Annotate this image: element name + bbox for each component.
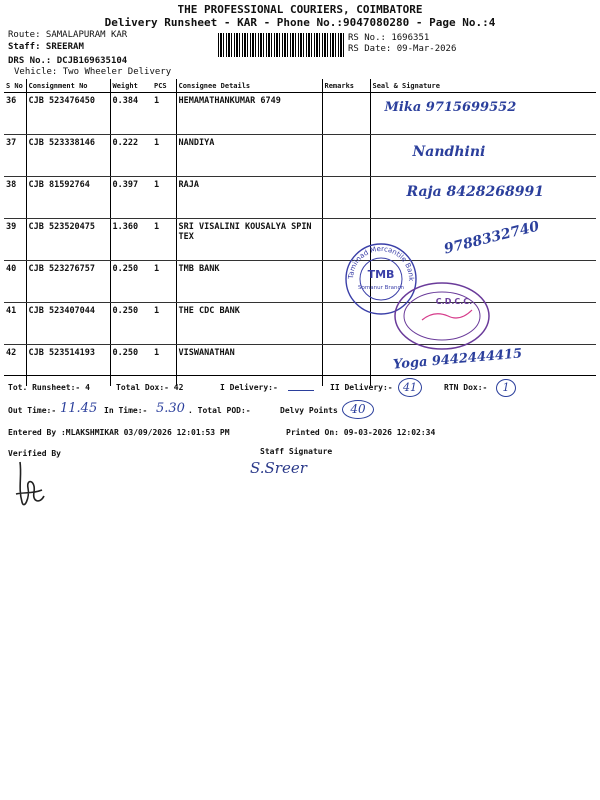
rs-number: RS No.: 1696351 xyxy=(348,33,430,43)
vehicle-label: Vehicle: Two Wheeler Delivery xyxy=(14,67,172,77)
in-time: In Time:- xyxy=(104,406,148,415)
cell-consignee: RAJA xyxy=(176,177,322,219)
cell-pcs: 1 xyxy=(152,135,176,177)
handwritten-signature: Nandhini xyxy=(412,144,486,160)
staff-handwritten-signature: S.Sreer xyxy=(250,459,307,477)
cell-consignee: HEMAMATHANKUMAR 6749 xyxy=(176,93,322,135)
i-delivery: I Delivery:- xyxy=(220,383,278,392)
delvy-points: Delvy Points xyxy=(280,406,338,415)
cell-consignee: TMB BANK xyxy=(176,261,322,303)
rs-date: RS Date: 09-Mar-2026 xyxy=(348,44,457,54)
total-pod: . Total POD:- xyxy=(188,406,251,415)
cell-sno: 40 xyxy=(4,261,26,303)
seal-ring-text: Tamilnad Mercantile Bank xyxy=(346,244,416,282)
table-row xyxy=(4,261,596,303)
staff-signature-label: Staff Signature xyxy=(260,447,333,456)
handwritten-signature: Raja 8428268991 xyxy=(406,184,544,200)
cell-consignment: CJB 523338146 xyxy=(26,135,110,177)
cell-pcs: 1 xyxy=(154,348,160,358)
cell-sno: 41 xyxy=(4,303,26,345)
handwritten-signature: 9788332740 xyxy=(442,218,541,258)
cell-sno: 42 xyxy=(6,348,17,358)
seal-text: C.D.C.C. xyxy=(435,297,473,306)
cell-consignment: CJB 523520475 xyxy=(26,219,110,261)
cell-sno: 39 xyxy=(4,219,26,261)
cell-pcs: 1 xyxy=(152,219,176,261)
verified-signature-scribble xyxy=(10,458,50,514)
cell-consignment: CJB 523514193 xyxy=(26,345,110,387)
cdc-bank-seal xyxy=(392,280,492,352)
runsheet-table xyxy=(4,79,596,386)
col-remarks: Remarks xyxy=(322,79,370,93)
seal-logo-text: TMB xyxy=(367,268,395,281)
handwritten-signature: Mika 9715699552 xyxy=(384,100,517,115)
cell-weight: 1.360 xyxy=(110,219,152,261)
table-row xyxy=(4,177,596,219)
cell-consignee: SRI VISALINI KOUSALYA SPIN TEX xyxy=(176,219,322,261)
cell-weight: 0.250 xyxy=(110,345,152,387)
col-consignee: Consignee Details xyxy=(176,79,322,93)
barcode xyxy=(218,33,346,57)
cell-consignment: CJB 523276757 xyxy=(26,261,110,303)
ii-delivery-value: 41 xyxy=(398,378,422,397)
cell-weight: 0.250 xyxy=(110,261,152,303)
cell-consignee: VISWANATHAN xyxy=(176,345,322,387)
col-consignment: Consignment No xyxy=(26,79,110,93)
cell-weight: 0.250 xyxy=(110,303,152,345)
cell-pcs: 1 xyxy=(152,261,176,303)
out-time-value: 11.45 xyxy=(60,401,98,416)
cell-sno: 36 xyxy=(4,93,26,135)
total-dox: Total Dox:- 42 xyxy=(116,383,184,392)
table-row xyxy=(4,135,596,177)
ii-delivery: II Delivery:- xyxy=(330,383,393,392)
table-row xyxy=(4,303,596,345)
printed-on: Printed On: 09-03-2026 12:02:34 xyxy=(286,428,436,437)
runsheet-subtitle: Delivery Runsheet - KAR - Phone No.:9047080280 - Page No.:4 xyxy=(104,16,496,29)
cell-signature xyxy=(370,93,596,135)
cell-sno: 38 xyxy=(4,177,26,219)
table-row xyxy=(4,93,596,135)
cell-remarks xyxy=(322,177,370,219)
cell-consignee: NANDIYA xyxy=(176,135,322,177)
cell-remarks xyxy=(322,345,370,387)
cell-pcs: 1 xyxy=(152,303,176,345)
cell-signature xyxy=(370,135,596,177)
cell-weight: 0.384 xyxy=(110,93,152,135)
table-header-row xyxy=(4,79,596,93)
tot-runsheet: Tot. Runsheet:- 4 xyxy=(8,383,90,392)
cell-weight: 0.397 xyxy=(110,177,152,219)
cell-weight: 0.222 xyxy=(110,135,152,177)
table-bottom-rule xyxy=(4,375,596,376)
cell-consignment: CJB 81592764 xyxy=(26,177,110,219)
i-delivery-dash xyxy=(288,390,314,391)
drs-number: DRS No.: DCJB169635104 xyxy=(8,56,128,66)
cell-consignee: THE CDC BANK xyxy=(176,303,322,345)
staff-label: Staff: SREERAM xyxy=(8,42,84,52)
cell-sno: 37 xyxy=(4,135,26,177)
col-weight: Weight xyxy=(110,79,152,93)
cell-signature xyxy=(370,177,596,219)
cell-remarks xyxy=(322,93,370,135)
in-time-value: 5.30 xyxy=(156,401,185,416)
table-row xyxy=(4,219,596,261)
handwritten-signature: Yoga 9442444415 xyxy=(392,346,523,373)
seal-branch-text: Somanur Branch xyxy=(358,285,404,291)
cell-consignment: CJB 523476450 xyxy=(26,93,110,135)
route-label: Route: SAMALAPURAM KAR xyxy=(8,30,128,40)
out-time: Out Time:- xyxy=(8,406,57,415)
col-signature: Seal & Signature xyxy=(370,79,596,93)
cell-consignment: CJB 523407044 xyxy=(26,303,110,345)
entered-by: Entered By :MLAKSHMIKAR 03/09/2026 12:01:53 PM xyxy=(8,428,230,437)
col-pcs: PCS xyxy=(152,79,176,93)
col-sno: S No xyxy=(4,79,26,93)
cell-remarks xyxy=(322,135,370,177)
verified-by: Verified By xyxy=(8,449,61,458)
cell-pcs: 1 xyxy=(152,177,176,219)
rtn-dox: RTN Dox:- xyxy=(444,383,488,392)
rtn-dox-value: 1 xyxy=(496,379,516,397)
delvy-points-value: 40 xyxy=(342,400,374,419)
cell-pcs: 1 xyxy=(152,93,176,135)
company-title: THE PROFESSIONAL COURIERS, COIMBATORE xyxy=(177,3,423,16)
